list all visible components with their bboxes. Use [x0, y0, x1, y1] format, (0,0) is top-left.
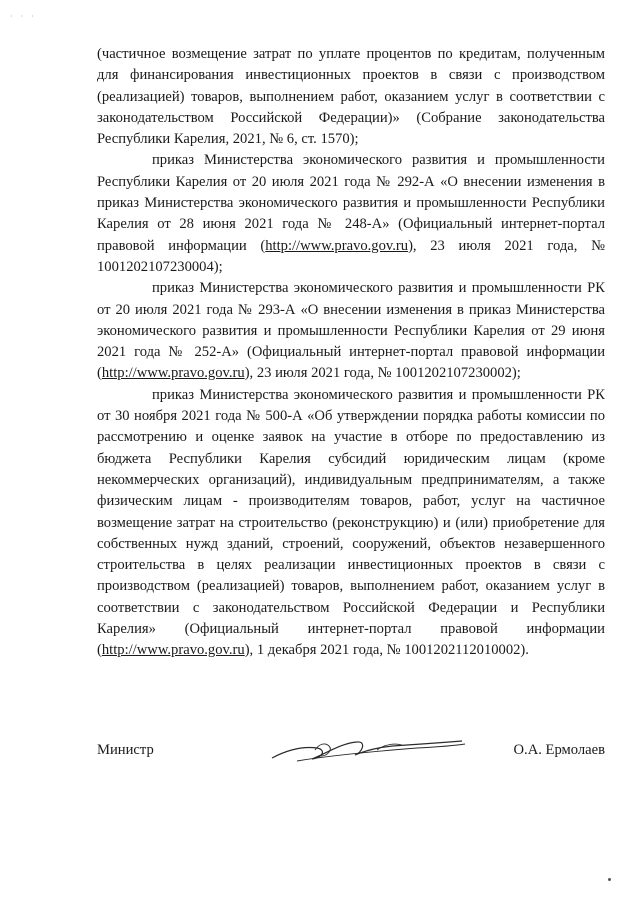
paragraph-text: приказ Министерства экономического развития и промышленности РК от 20 июля 2021 года № 293-А «О внесении изменения в приказ Министерства экономического развития и промышленности Республики Карелия от 29 июня 2021 года № 252-А» (Официальный интернет-портал правовой информации (: [97, 280, 605, 382]
paragraph-text: (частичное возмещение затрат по уплате процентов по кредитам, полученным для финансирования инвестиционных проектов в связи с производством (реализацией) товаров, выполнением работ, оказанием услуг в соответствии с законодательством Российской Федерации)» (Собрание законодательства Республики Карелия, 2021, № 6, ст. 1570);: [97, 46, 605, 148]
signer-name: О.А. Ермолаев: [513, 742, 605, 758]
paragraph: [97, 385, 605, 662]
pravo-link[interactable]: http://www.pravo.gov.ru: [101, 365, 245, 382]
paragraph-text: ), 23 июля 2021 года, № 1001202107230004);: [97, 237, 605, 275]
paragraph-text: приказ Министерства экономического развития и промышленности Республики Карелия от 20 июля 2021 года № 292-А «О внесении изменения в приказ Министерства экономического развития и промышленности Республики Карелия от 28 июня 2021 года № 248-А» (Официальный интернет-портал правовой информации (: [97, 152, 605, 254]
paragraph: [97, 150, 605, 278]
paragraph-text: приказ Министерства экономического развития и промышленности РК от 30 ноября 2021 года № 500-А «Об утверждении порядка работы комиссии по рассмотрению и оценке заявок на участие в отборе по предоставлению из бюджета Республики Карелия субсидий юридическим лицам (кроме некоммерческих организаций), индивидуальным предпринимателям, а также физическим лицам - производителям товаров, работ, услуг на частичное возмещение затрат на строительство (реконструкцию) и (или) приобретение для собственных нужд зданий, строений, сооружений, объектов незавершенного строительства в целях реализации инвестиционных проектов в связи с производством (реализацией) товаров, выполнением работ, оказанием услуг в соответствии с законодательством Российской Федерации и Республики Карелия» (Официальный интернет-портал правовой информации (: [97, 386, 605, 659]
pravo-link[interactable]: http://www.pravo.gov.ru: [101, 642, 245, 659]
minister-label: Министр: [97, 742, 154, 758]
paragraph: [97, 278, 605, 384]
paragraph-text: ), 23 июля 2021 года, № 1001202107230002);: [244, 365, 521, 382]
scan-dots: · · ·: [10, 12, 37, 21]
document-body: [97, 44, 605, 662]
paragraph: [97, 44, 605, 150]
signature-graphic: [267, 728, 467, 768]
paragraph-text: ), 1 декабря 2021 года, № 1001202112010002).: [244, 642, 529, 659]
scan-mark: [608, 878, 611, 881]
signature-row: [97, 740, 605, 780]
pravo-link[interactable]: http://www.pravo.gov.ru: [265, 237, 409, 254]
